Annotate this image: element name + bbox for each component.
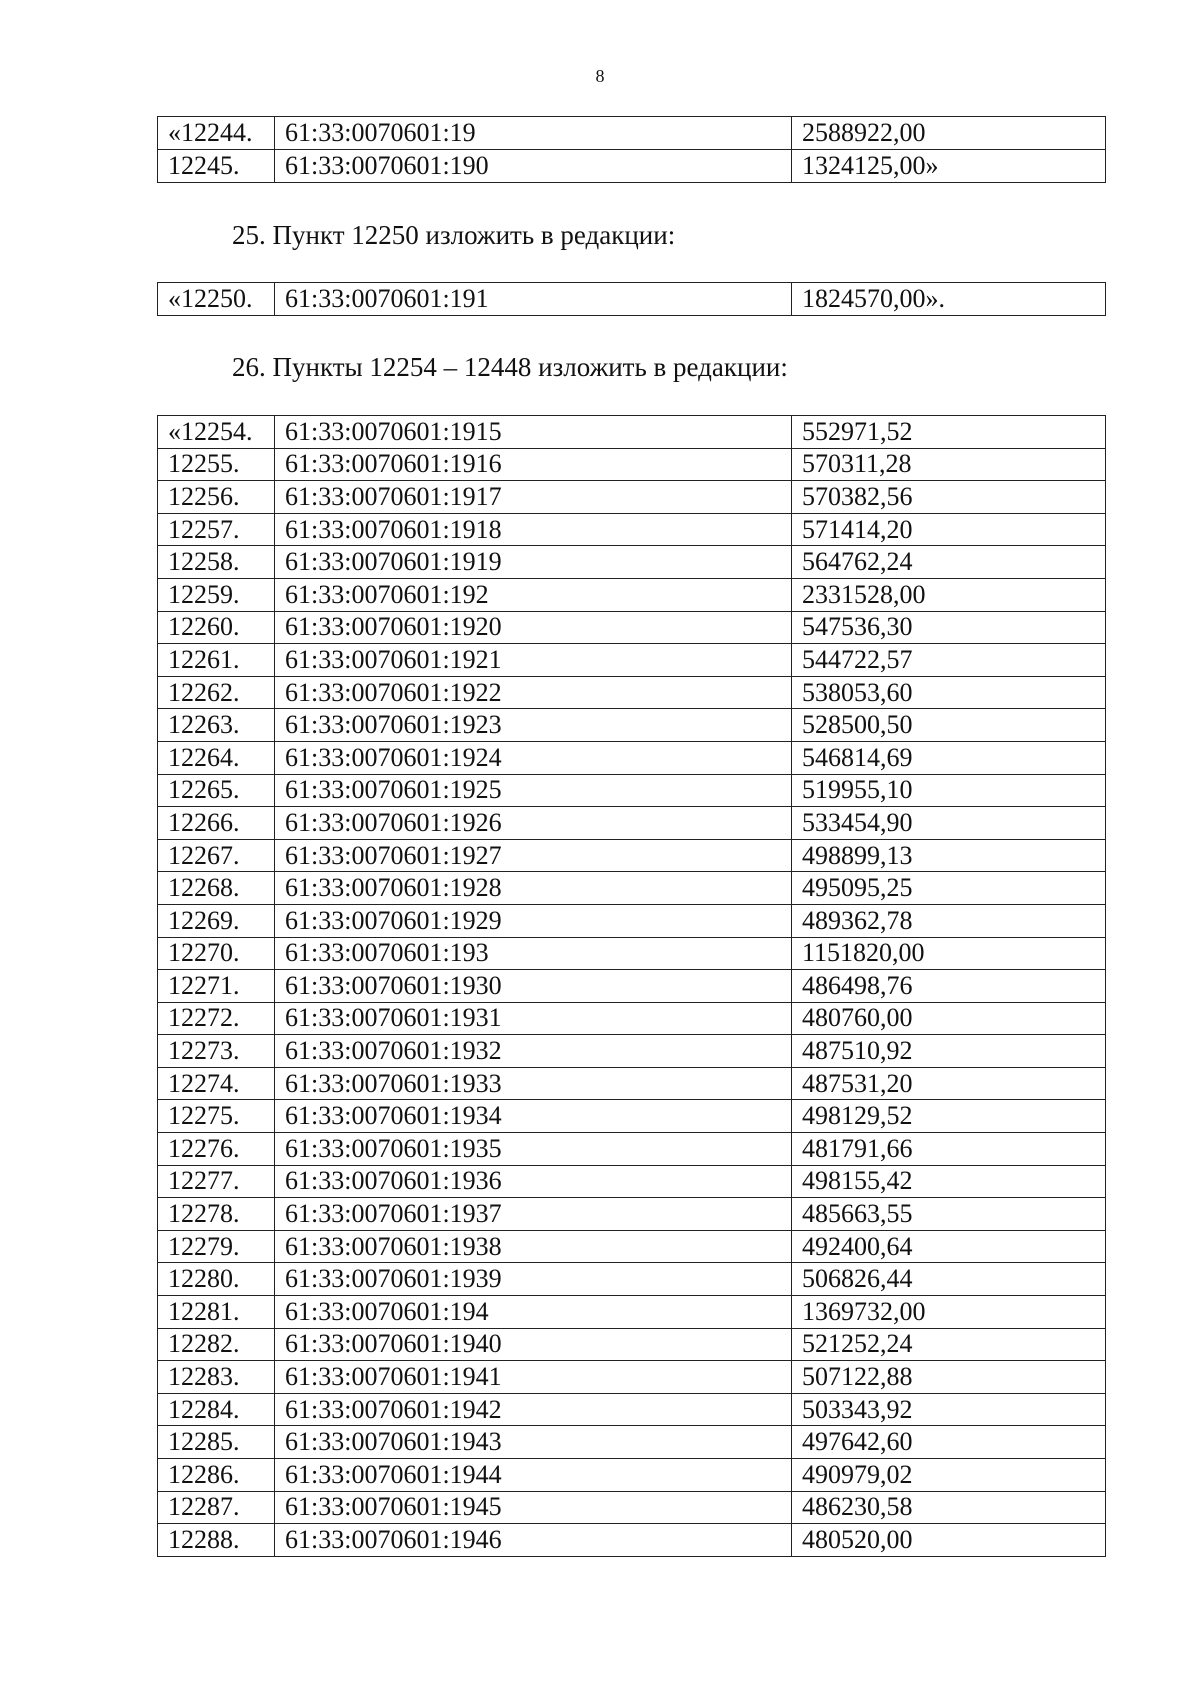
value-cell: 564762,24: [792, 546, 1106, 579]
value-cell: 2331528,00: [792, 578, 1106, 611]
cadastral-number-cell: 61:33:0070601:1939: [275, 1263, 792, 1296]
table-row: [158, 448, 1106, 481]
table-row: [158, 1035, 1106, 1068]
page-number: 8: [595, 66, 605, 86]
item-number-cell: 12256.: [158, 481, 275, 514]
value-cell: 519955,10: [792, 774, 1106, 807]
value-cell: 507122,88: [792, 1361, 1106, 1394]
item-number-cell: 12280.: [158, 1263, 275, 1296]
table-row: [158, 1459, 1106, 1492]
cadastral-number-cell: 61:33:0070601:1921: [275, 644, 792, 677]
value-cell: 487531,20: [792, 1067, 1106, 1100]
item-number-cell: 12264.: [158, 741, 275, 774]
item-number-cell: 12257.: [158, 513, 275, 546]
cadastral-number-cell: 61:33:0070601:1930: [275, 970, 792, 1003]
value-cell: 521252,24: [792, 1328, 1106, 1361]
table-row: [158, 416, 1106, 449]
item-number-cell: 12258.: [158, 546, 275, 579]
item-number-cell: 12261.: [158, 644, 275, 677]
value-cell: 481791,66: [792, 1133, 1106, 1166]
item-number-cell: 12268.: [158, 872, 275, 905]
table-row: [158, 904, 1106, 937]
item-number-cell: 12284.: [158, 1393, 275, 1426]
table-row: [158, 676, 1106, 709]
table-row: [158, 970, 1106, 1003]
table-row: [158, 481, 1106, 514]
cadastral-number-cell: 61:33:0070601:1917: [275, 481, 792, 514]
table-row: [158, 937, 1106, 970]
table-row: [158, 1361, 1106, 1394]
table-row: [158, 578, 1106, 611]
table-row: [158, 150, 1106, 183]
cadastral-number-cell: 61:33:0070601:1933: [275, 1067, 792, 1100]
value-cell: 1324125,00»: [792, 150, 1106, 183]
cadastral-number-cell: 61:33:0070601:191: [275, 283, 792, 316]
value-cell: 487510,92: [792, 1035, 1106, 1068]
cadastral-number-cell: 61:33:0070601:1938: [275, 1230, 792, 1263]
table-row: [158, 513, 1106, 546]
cadastral-number-cell: 61:33:0070601:1931: [275, 1002, 792, 1035]
value-cell: 506826,44: [792, 1263, 1106, 1296]
value-cell: 570382,56: [792, 481, 1106, 514]
value-cell: 480520,00: [792, 1524, 1106, 1557]
table-row: [158, 1296, 1106, 1329]
item-number-cell: «12244.: [158, 117, 275, 150]
value-cell: 489362,78: [792, 904, 1106, 937]
value-cell: 544722,57: [792, 644, 1106, 677]
table-row: [158, 644, 1106, 677]
value-cell: 571414,20: [792, 513, 1106, 546]
item-number-cell: 12273.: [158, 1035, 275, 1068]
cadastral-number-cell: 61:33:0070601:1936: [275, 1165, 792, 1198]
item-number-cell: 12276.: [158, 1133, 275, 1166]
value-cell: 570311,28: [792, 448, 1106, 481]
item-number-cell: 12283.: [158, 1361, 275, 1394]
cadastral-number-cell: 61:33:0070601:1922: [275, 676, 792, 709]
cadastral-number-cell: 61:33:0070601:1934: [275, 1100, 792, 1133]
cadastral-number-cell: 61:33:0070601:1928: [275, 872, 792, 905]
value-cell: 486230,58: [792, 1491, 1106, 1524]
cadastral-number-cell: 61:33:0070601:1924: [275, 741, 792, 774]
item-number-cell: 12267.: [158, 839, 275, 872]
item-number-cell: «12254.: [158, 416, 275, 449]
cadastral-number-cell: 61:33:0070601:190: [275, 150, 792, 183]
value-cell: 1824570,00».: [792, 283, 1106, 316]
cadastral-number-cell: 61:33:0070601:1927: [275, 839, 792, 872]
table-row: [158, 1230, 1106, 1263]
table-row: [158, 741, 1106, 774]
paragraph-25: 25. Пункт 12250 изложить в редакции:: [232, 220, 676, 250]
item-number-cell: 12282.: [158, 1328, 275, 1361]
value-cell: 480760,00: [792, 1002, 1106, 1035]
table-row: [158, 1393, 1106, 1426]
cadastral-number-cell: 61:33:0070601:1944: [275, 1459, 792, 1492]
item-number-cell: 12278.: [158, 1198, 275, 1231]
value-cell: 498155,42: [792, 1165, 1106, 1198]
cadastral-number-cell: 61:33:0070601:1916: [275, 448, 792, 481]
cadastral-number-cell: 61:33:0070601:1935: [275, 1133, 792, 1166]
value-cell: 495095,25: [792, 872, 1106, 905]
table-row: [158, 283, 1106, 316]
table-row: [158, 1133, 1106, 1166]
table-row: [158, 1067, 1106, 1100]
register-table-b: [157, 282, 1106, 316]
cadastral-number-cell: 61:33:0070601:1946: [275, 1524, 792, 1557]
item-number-cell: 12262.: [158, 676, 275, 709]
cadastral-number-cell: 61:33:0070601:1918: [275, 513, 792, 546]
table-row: [158, 1328, 1106, 1361]
value-cell: 1151820,00: [792, 937, 1106, 970]
table-row: [158, 1263, 1106, 1296]
table-row: [158, 117, 1106, 150]
item-number-cell: 12275.: [158, 1100, 275, 1133]
item-number-cell: 12269.: [158, 904, 275, 937]
register-table-c: [157, 415, 1106, 1557]
value-cell: 1369732,00: [792, 1296, 1106, 1329]
item-number-cell: 12266.: [158, 807, 275, 840]
item-number-cell: 12255.: [158, 448, 275, 481]
table-row: [158, 807, 1106, 840]
table-row: [158, 872, 1106, 905]
cadastral-number-cell: 61:33:0070601:1942: [275, 1393, 792, 1426]
cadastral-number-cell: 61:33:0070601:1945: [275, 1491, 792, 1524]
item-number-cell: 12270.: [158, 937, 275, 970]
item-number-cell: 12286.: [158, 1459, 275, 1492]
item-number-cell: 12288.: [158, 1524, 275, 1557]
cadastral-number-cell: 61:33:0070601:1943: [275, 1426, 792, 1459]
cadastral-number-cell: 61:33:0070601:193: [275, 937, 792, 970]
item-number-cell: 12274.: [158, 1067, 275, 1100]
item-number-cell: 12281.: [158, 1296, 275, 1329]
table-row: [158, 611, 1106, 644]
value-cell: 498899,13: [792, 839, 1106, 872]
item-number-cell: 12279.: [158, 1230, 275, 1263]
value-cell: 503343,92: [792, 1393, 1106, 1426]
item-number-cell: 12271.: [158, 970, 275, 1003]
value-cell: 490979,02: [792, 1459, 1106, 1492]
cadastral-number-cell: 61:33:0070601:192: [275, 578, 792, 611]
value-cell: 528500,50: [792, 709, 1106, 742]
table-row: [158, 1165, 1106, 1198]
paragraph-26: 26. Пункты 12254 – 12448 изложить в редакции:: [232, 352, 788, 382]
value-cell: 498129,52: [792, 1100, 1106, 1133]
item-number-cell: 12285.: [158, 1426, 275, 1459]
value-cell: 485663,55: [792, 1198, 1106, 1231]
item-number-cell: 12272.: [158, 1002, 275, 1035]
table-row: [158, 546, 1106, 579]
item-number-cell: 12287.: [158, 1491, 275, 1524]
cadastral-number-cell: 61:33:0070601:19: [275, 117, 792, 150]
value-cell: 2588922,00: [792, 117, 1106, 150]
cadastral-number-cell: 61:33:0070601:1929: [275, 904, 792, 937]
cadastral-number-cell: 61:33:0070601:1932: [275, 1035, 792, 1068]
table-row: [158, 774, 1106, 807]
value-cell: 492400,64: [792, 1230, 1106, 1263]
table-row: [158, 1100, 1106, 1133]
value-cell: 552971,52: [792, 416, 1106, 449]
register-table-a: [157, 116, 1106, 183]
table-row: [158, 1491, 1106, 1524]
value-cell: 486498,76: [792, 970, 1106, 1003]
item-number-cell: 12259.: [158, 578, 275, 611]
value-cell: 538053,60: [792, 676, 1106, 709]
value-cell: 497642,60: [792, 1426, 1106, 1459]
table-row: [158, 1002, 1106, 1035]
value-cell: 546814,69: [792, 741, 1106, 774]
table-row: [158, 1426, 1106, 1459]
cadastral-number-cell: 61:33:0070601:1915: [275, 416, 792, 449]
item-number-cell: 12245.: [158, 150, 275, 183]
table-row: [158, 839, 1106, 872]
item-number-cell: 12277.: [158, 1165, 275, 1198]
cadastral-number-cell: 61:33:0070601:1937: [275, 1198, 792, 1231]
cadastral-number-cell: 61:33:0070601:1919: [275, 546, 792, 579]
table-row: [158, 1524, 1106, 1557]
cadastral-number-cell: 61:33:0070601:1923: [275, 709, 792, 742]
cadastral-number-cell: 61:33:0070601:1941: [275, 1361, 792, 1394]
item-number-cell: 12263.: [158, 709, 275, 742]
value-cell: 533454,90: [792, 807, 1106, 840]
value-cell: 547536,30: [792, 611, 1106, 644]
table-row: [158, 1198, 1106, 1231]
cadastral-number-cell: 61:33:0070601:1920: [275, 611, 792, 644]
cadastral-number-cell: 61:33:0070601:1940: [275, 1328, 792, 1361]
table-row: [158, 709, 1106, 742]
cadastral-number-cell: 61:33:0070601:1926: [275, 807, 792, 840]
cadastral-number-cell: 61:33:0070601:194: [275, 1296, 792, 1329]
cadastral-number-cell: 61:33:0070601:1925: [275, 774, 792, 807]
item-number-cell: 12265.: [158, 774, 275, 807]
item-number-cell: 12260.: [158, 611, 275, 644]
item-number-cell: «12250.: [158, 283, 275, 316]
